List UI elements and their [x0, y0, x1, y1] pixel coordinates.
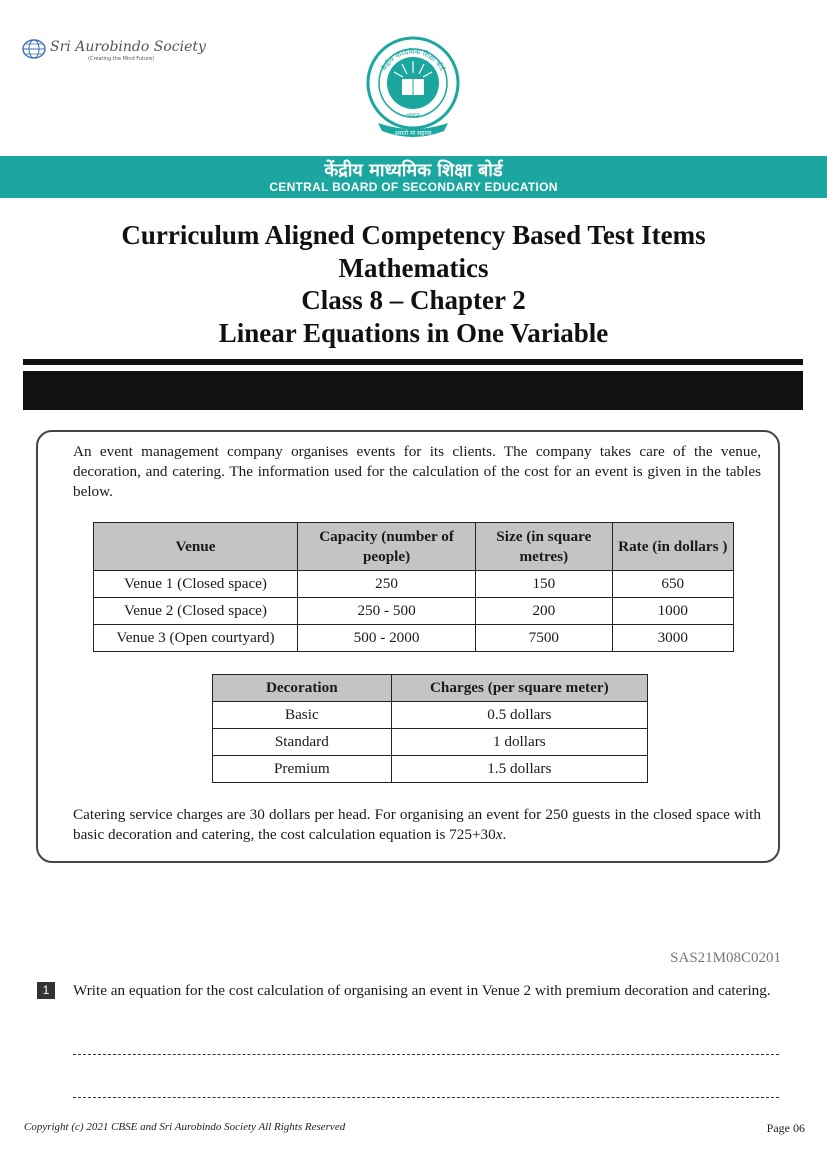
- seal-motto: असतो मा सद्गमय: [394, 130, 432, 137]
- sri-aurobindo-society-logo: [22, 38, 206, 66]
- passage-closing: [73, 805, 761, 845]
- subject-title: Mathematics: [338, 253, 489, 283]
- table-cell: 650: [612, 571, 733, 598]
- title-black-bar: [23, 371, 803, 410]
- table-cell: Premium: [213, 756, 392, 783]
- table-cell: 3000: [612, 625, 733, 652]
- table-header-cell: Capacity (number of people): [298, 523, 476, 571]
- globe-icon: [22, 38, 46, 60]
- table-header-cell: Size (in square metres): [476, 523, 612, 571]
- logo-text: Sri Aurobindo Society: [50, 39, 206, 55]
- page-number: Page 06: [766, 1121, 805, 1135]
- table-cell: 7500: [476, 625, 612, 652]
- table-cell: 0.5 dollars: [391, 702, 647, 729]
- title-divider: [23, 359, 803, 365]
- table-header-row: [213, 675, 648, 702]
- chapter-name-title: Linear Equations in One Variable: [218, 318, 609, 348]
- item-code: SAS21M08C0201: [670, 950, 781, 966]
- table-header-cell: Charges (per square meter): [391, 675, 647, 702]
- seal-bharat: भारत: [406, 112, 420, 120]
- table-cell: 200: [476, 598, 612, 625]
- passage-closing-suffix: .: [502, 826, 507, 843]
- table-header-cell: Decoration: [213, 675, 392, 702]
- question-text: Write an equation for the cost calculation of organising an event in Venue 2 with premium decoration and catering.: [73, 982, 771, 999]
- passage-intro: An event management company organises events for its clients. The company takes care of the venue, decoration, and catering. The information used for the calculation of the cost for an event is given in the tables below.: [73, 443, 761, 500]
- table-header-row: [94, 523, 734, 571]
- table-header-cell: Venue: [94, 523, 298, 571]
- table-cell: 250: [298, 571, 476, 598]
- table-cell: 250 - 500: [298, 598, 476, 625]
- answer-line[interactable]: [73, 1097, 779, 1098]
- board-name-band: [0, 156, 827, 198]
- table-row: [213, 729, 648, 756]
- cbse-seal: [364, 33, 462, 141]
- logo-tagline: (Creating the Mind Future): [88, 56, 155, 62]
- decoration-table: [212, 674, 648, 783]
- table-row: [94, 625, 734, 652]
- table-row: [213, 702, 648, 729]
- class-chapter-title: Class 8 – Chapter 2: [301, 285, 526, 315]
- equation-variable: x: [495, 826, 503, 843]
- table-header-cell: Rate (in dollars ): [612, 523, 733, 571]
- table-cell: Standard: [213, 729, 392, 756]
- table-row: [94, 571, 734, 598]
- table-cell: 1.5 dollars: [391, 756, 647, 783]
- table-cell: 1 dollars: [391, 729, 647, 756]
- venue-table: [93, 522, 734, 652]
- table-cell: 500 - 2000: [298, 625, 476, 652]
- table-cell: 150: [476, 571, 612, 598]
- seal-hindi-text: केंद्रीय माध्यमिक शिक्षा बोर्ड: [379, 47, 447, 73]
- table-row: [213, 756, 648, 783]
- answer-line[interactable]: [73, 1054, 779, 1055]
- table-cell: Venue 3 (Open courtyard): [94, 625, 298, 652]
- table-cell: 1000: [612, 598, 733, 625]
- document-title: Curriculum Aligned Competency Based Test Items: [121, 220, 706, 250]
- table-cell: Venue 2 (Closed space): [94, 598, 298, 625]
- footer-copyright: Copyright (c) 2021 CBSE and Sri Aurobindo Society All Rights Reserved: [24, 1121, 346, 1133]
- question-number-badge: 1: [37, 982, 55, 999]
- passage-closing-prefix: Catering service charges are 30 dollars per head. For organising an event for 250 guests in the closed space with basic decoration and catering, the cost calculation equation is 725+30: [73, 806, 761, 843]
- board-name-english: CENTRAL BOARD OF SECONDARY EDUCATION: [269, 180, 558, 194]
- cbse-emblem-icon: [364, 33, 462, 141]
- board-name-hindi: केंद्रीय माध्यमिक शिक्षा बोर्ड: [324, 160, 503, 181]
- table-cell: Venue 1 (Closed space): [94, 571, 298, 598]
- table-cell: Basic: [213, 702, 392, 729]
- table-row: [94, 598, 734, 625]
